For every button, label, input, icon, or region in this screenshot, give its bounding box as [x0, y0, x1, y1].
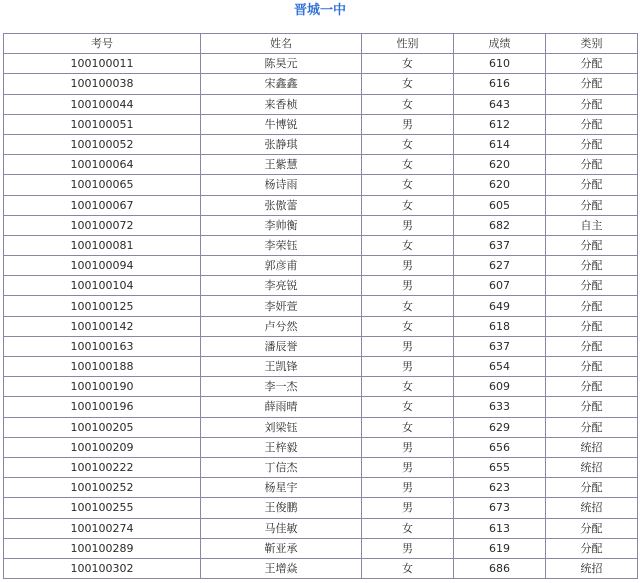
cell-category: 统招: [546, 457, 638, 477]
cell-gender: 女: [362, 155, 454, 175]
cell-exam-id: 100100044: [4, 94, 201, 114]
cell-exam-id: 100100142: [4, 316, 201, 336]
cell-exam-id: 100100255: [4, 498, 201, 518]
cell-gender: 女: [362, 74, 454, 94]
cell-score: 619: [454, 538, 546, 558]
cell-score: 686: [454, 558, 546, 578]
cell-score: 629: [454, 417, 546, 437]
table-row: [4, 215, 638, 235]
cell-gender: 男: [362, 478, 454, 498]
cell-gender: 男: [362, 498, 454, 518]
cell-gender: 女: [362, 175, 454, 195]
table-row: [4, 336, 638, 356]
table-row: [4, 155, 638, 175]
table-row: [4, 175, 638, 195]
cell-category: 分配: [546, 235, 638, 255]
cell-category: 分配: [546, 357, 638, 377]
cell-score: 627: [454, 256, 546, 276]
cell-gender: 女: [362, 235, 454, 255]
cell-gender: 女: [362, 397, 454, 417]
cell-name: 李亮锐: [201, 276, 362, 296]
cell-name: 马佳敏: [201, 518, 362, 538]
cell-score: 656: [454, 437, 546, 457]
cell-name: 卢兮然: [201, 316, 362, 336]
table-row: [4, 94, 638, 114]
cell-exam-id: 100100072: [4, 215, 201, 235]
cell-exam-id: 100100163: [4, 336, 201, 356]
cell-name: 李荣钰: [201, 235, 362, 255]
cell-category: 分配: [546, 538, 638, 558]
cell-gender: 女: [362, 296, 454, 316]
cell-category: 分配: [546, 316, 638, 336]
cell-name: 王俊鹏: [201, 498, 362, 518]
cell-score: 673: [454, 498, 546, 518]
cell-exam-id: 100100125: [4, 296, 201, 316]
cell-category: 分配: [546, 276, 638, 296]
table-row: [4, 377, 638, 397]
table-row: [4, 538, 638, 558]
cell-category: 分配: [546, 397, 638, 417]
cell-category: 分配: [546, 377, 638, 397]
cell-category: 分配: [546, 175, 638, 195]
cell-category: 自主: [546, 215, 638, 235]
cell-name: 王梓毅: [201, 437, 362, 457]
cell-gender: 女: [362, 195, 454, 215]
cell-exam-id: 100100302: [4, 558, 201, 578]
table-header-row: [4, 34, 638, 54]
cell-score: 620: [454, 155, 546, 175]
cell-category: 分配: [546, 114, 638, 134]
cell-name: 杨星宇: [201, 478, 362, 498]
cell-category: 分配: [546, 478, 638, 498]
cell-exam-id: 100100065: [4, 175, 201, 195]
table-row: [4, 316, 638, 336]
cell-score: 649: [454, 296, 546, 316]
header-name: 姓名: [201, 34, 362, 54]
cell-category: 分配: [546, 74, 638, 94]
cell-category: 分配: [546, 336, 638, 356]
cell-exam-id: 100100252: [4, 478, 201, 498]
header-category: 类别: [546, 34, 638, 54]
cell-score: 633: [454, 397, 546, 417]
cell-exam-id: 100100222: [4, 457, 201, 477]
cell-name: 刘梁钰: [201, 417, 362, 437]
cell-score: 643: [454, 94, 546, 114]
cell-category: 分配: [546, 195, 638, 215]
cell-name: 陈昊元: [201, 54, 362, 74]
cell-gender: 女: [362, 134, 454, 154]
cell-name: 牛博锐: [201, 114, 362, 134]
cell-name: 李帅衡: [201, 215, 362, 235]
cell-score: 618: [454, 316, 546, 336]
cell-exam-id: 100100081: [4, 235, 201, 255]
cell-category: 分配: [546, 296, 638, 316]
cell-gender: 男: [362, 114, 454, 134]
cell-category: 统招: [546, 498, 638, 518]
cell-gender: 女: [362, 377, 454, 397]
table-row: [4, 276, 638, 296]
cell-category: 分配: [546, 94, 638, 114]
cell-gender: 男: [362, 215, 454, 235]
cell-category: 分配: [546, 417, 638, 437]
cell-score: 613: [454, 518, 546, 538]
cell-score: 637: [454, 235, 546, 255]
table-row: [4, 296, 638, 316]
cell-name: 张傲蕾: [201, 195, 362, 215]
cell-exam-id: 100100190: [4, 377, 201, 397]
cell-gender: 男: [362, 538, 454, 558]
table-row: [4, 357, 638, 377]
cell-name: 王紫慧: [201, 155, 362, 175]
table-row: [4, 498, 638, 518]
header-exam-id: 考号: [4, 34, 201, 54]
cell-gender: 男: [362, 457, 454, 477]
table-row: [4, 417, 638, 437]
table-body: [4, 54, 638, 579]
cell-category: 统招: [546, 558, 638, 578]
cell-score: 612: [454, 114, 546, 134]
cell-exam-id: 100100196: [4, 397, 201, 417]
cell-category: 分配: [546, 54, 638, 74]
header-gender: 性别: [362, 34, 454, 54]
header-score: 成绩: [454, 34, 546, 54]
cell-score: 616: [454, 74, 546, 94]
cell-score: 623: [454, 478, 546, 498]
cell-gender: 男: [362, 256, 454, 276]
cell-category: 统招: [546, 437, 638, 457]
cell-name: 丁信杰: [201, 457, 362, 477]
cell-name: 靳亚承: [201, 538, 362, 558]
table-row: [4, 558, 638, 578]
cell-category: 分配: [546, 518, 638, 538]
table-row: [4, 74, 638, 94]
table-row: [4, 134, 638, 154]
cell-score: 655: [454, 457, 546, 477]
cell-gender: 女: [362, 54, 454, 74]
cell-gender: 男: [362, 357, 454, 377]
cell-exam-id: 100100104: [4, 276, 201, 296]
cell-exam-id: 100100094: [4, 256, 201, 276]
cell-category: 分配: [546, 155, 638, 175]
cell-exam-id: 100100274: [4, 518, 201, 538]
cell-exam-id: 100100205: [4, 417, 201, 437]
table-row: [4, 437, 638, 457]
cell-gender: 女: [362, 417, 454, 437]
cell-name: 王增焱: [201, 558, 362, 578]
cell-score: 620: [454, 175, 546, 195]
cell-exam-id: 100100289: [4, 538, 201, 558]
cell-name: 李妍萱: [201, 296, 362, 316]
cell-name: 李一杰: [201, 377, 362, 397]
cell-exam-id: 100100051: [4, 114, 201, 134]
table-row: [4, 235, 638, 255]
cell-exam-id: 100100188: [4, 357, 201, 377]
table-row: [4, 457, 638, 477]
cell-score: 654: [454, 357, 546, 377]
cell-exam-id: 100100011: [4, 54, 201, 74]
cell-name: 郭彦甫: [201, 256, 362, 276]
school-title: 晋城一中: [293, 3, 346, 18]
cell-category: 分配: [546, 134, 638, 154]
cell-exam-id: 100100038: [4, 74, 201, 94]
cell-score: 637: [454, 336, 546, 356]
cell-gender: 女: [362, 94, 454, 114]
cell-score: 614: [454, 134, 546, 154]
cell-name: 王凯锋: [201, 357, 362, 377]
table-row: [4, 478, 638, 498]
cell-gender: 男: [362, 437, 454, 457]
cell-score: 607: [454, 276, 546, 296]
table-row: [4, 256, 638, 276]
cell-exam-id: 100100064: [4, 155, 201, 175]
cell-name: 张静琪: [201, 134, 362, 154]
cell-name: 潘辰誉: [201, 336, 362, 356]
cell-exam-id: 100100052: [4, 134, 201, 154]
cell-score: 605: [454, 195, 546, 215]
cell-gender: 男: [362, 276, 454, 296]
score-table: [3, 33, 638, 579]
table-row: [4, 518, 638, 538]
cell-name: 来香桢: [201, 94, 362, 114]
cell-category: 分配: [546, 256, 638, 276]
cell-name: 杨诗雨: [201, 175, 362, 195]
table-row: [4, 195, 638, 215]
table-row: [4, 54, 638, 74]
cell-name: 宋鑫鑫: [201, 74, 362, 94]
cell-name: 薛雨晴: [201, 397, 362, 417]
cell-score: 609: [454, 377, 546, 397]
cell-score: 682: [454, 215, 546, 235]
cell-gender: 女: [362, 518, 454, 538]
cell-gender: 男: [362, 336, 454, 356]
cell-exam-id: 100100209: [4, 437, 201, 457]
table-row: [4, 397, 638, 417]
cell-exam-id: 100100067: [4, 195, 201, 215]
cell-score: 610: [454, 54, 546, 74]
cell-gender: 女: [362, 316, 454, 336]
table-row: [4, 114, 638, 134]
cell-gender: 女: [362, 558, 454, 578]
